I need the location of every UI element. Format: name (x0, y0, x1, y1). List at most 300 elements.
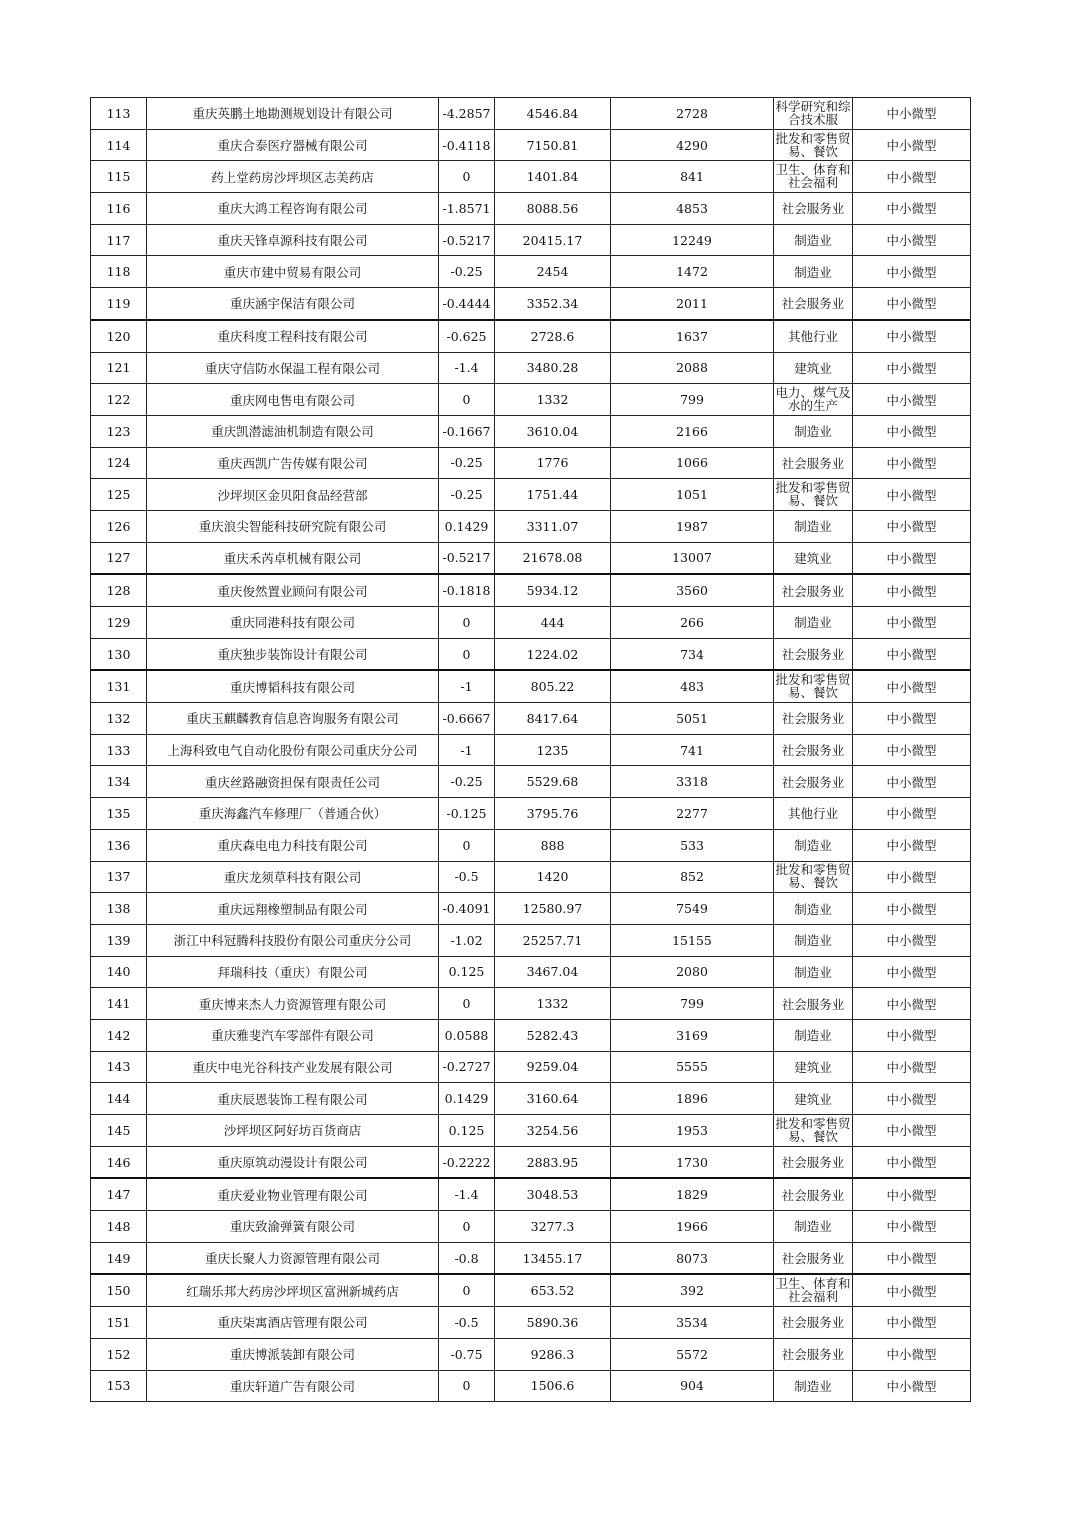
row-number-cell: 134 (91, 766, 147, 798)
amount-cell: 20415.17 (495, 224, 611, 256)
company-name-cell: 重庆大鸿工程咨询有限公司 (147, 193, 439, 225)
ratio-cell: -0.5 (439, 861, 495, 893)
row-number-cell: 141 (91, 988, 147, 1020)
row-number-cell: 124 (91, 447, 147, 479)
size-category-cell: 中小微型 (853, 98, 971, 130)
ratio-cell: 0 (439, 607, 495, 639)
company-name-cell: 重庆丝路融资担保有限责任公司 (147, 766, 439, 798)
count-cell: 734 (611, 638, 774, 670)
count-cell: 483 (611, 670, 774, 702)
size-category-cell: 中小微型 (853, 956, 971, 988)
row-number-cell: 122 (91, 384, 147, 416)
industry-cell: 制造业 (774, 924, 853, 956)
row-number-cell: 140 (91, 956, 147, 988)
table-row (91, 766, 971, 798)
company-name-cell: 重庆英鹏土地勘测规划设计有限公司 (147, 98, 439, 130)
company-name-cell: 重庆中电光谷科技产业发展有限公司 (147, 1051, 439, 1083)
amount-cell: 2883.95 (495, 1146, 611, 1178)
count-cell: 1051 (611, 479, 774, 511)
company-name-cell: 重庆俊然置业顾问有限公司 (147, 574, 439, 606)
row-number-cell: 120 (91, 320, 147, 352)
amount-cell: 1420 (495, 861, 611, 893)
amount-cell: 8417.64 (495, 703, 611, 735)
row-number-cell: 139 (91, 924, 147, 956)
table-row (91, 924, 971, 956)
amount-cell: 12580.97 (495, 893, 611, 925)
table-row (91, 734, 971, 766)
size-category-cell: 中小微型 (853, 193, 971, 225)
size-category-cell: 中小微型 (853, 766, 971, 798)
size-category-cell: 中小微型 (853, 861, 971, 893)
ratio-cell: 0 (439, 988, 495, 1020)
industry-text: 科学研究和综合技术服 (775, 99, 851, 127)
company-name-cell: 重庆博来杰人力资源管理有限公司 (147, 988, 439, 1020)
amount-cell: 1401.84 (495, 161, 611, 193)
industry-cell: 社会服务业 (774, 288, 853, 320)
company-name-cell: 沙坪坝区金贝阳食品经营部 (147, 479, 439, 511)
industry-text: 批发和零售贸易、餐饮 (775, 863, 851, 891)
table-row (91, 798, 971, 830)
amount-cell: 3048.53 (495, 1178, 611, 1210)
count-cell: 1730 (611, 1146, 774, 1178)
amount-cell: 1751.44 (495, 479, 611, 511)
row-number-cell: 125 (91, 479, 147, 511)
amount-cell: 8088.56 (495, 193, 611, 225)
ratio-cell: -4.2857 (439, 98, 495, 130)
industry-cell: 制造业 (774, 510, 853, 542)
table-row (91, 1115, 971, 1147)
count-cell: 2277 (611, 798, 774, 830)
size-category-cell: 中小微型 (853, 670, 971, 702)
company-name-cell: 浙江中科冠腾科技股份有限公司重庆分公司 (147, 924, 439, 956)
table-row (91, 193, 971, 225)
row-number-cell: 143 (91, 1051, 147, 1083)
industry-cell: 社会服务业 (774, 1178, 853, 1210)
row-number-cell: 132 (91, 703, 147, 735)
ratio-cell: -0.1818 (439, 574, 495, 606)
size-category-cell: 中小微型 (853, 924, 971, 956)
ratio-cell: -0.4091 (439, 893, 495, 925)
ratio-cell: 0 (439, 1211, 495, 1243)
row-number-cell: 137 (91, 861, 147, 893)
table-row (91, 1083, 971, 1115)
count-cell: 852 (611, 861, 774, 893)
ratio-cell: 0.125 (439, 1115, 495, 1147)
row-number-cell: 117 (91, 224, 147, 256)
table-row (91, 479, 971, 511)
count-cell: 15155 (611, 924, 774, 956)
industry-text: 卫生、体育和社会福利 (775, 163, 851, 191)
table-row (91, 703, 971, 735)
table-row (91, 861, 971, 893)
industry-text: 批发和零售贸易、餐饮 (775, 673, 851, 701)
ratio-cell: -0.75 (439, 1338, 495, 1370)
company-name-cell: 红瑞乐邦大药房沙坪坝区富洲新城药店 (147, 1274, 439, 1306)
company-name-cell: 重庆合泰医疗器械有限公司 (147, 129, 439, 161)
ratio-cell: -0.5217 (439, 542, 495, 574)
size-category-cell: 中小微型 (853, 129, 971, 161)
company-name-cell: 重庆网电售电有限公司 (147, 384, 439, 416)
row-number-cell: 146 (91, 1146, 147, 1178)
table-row (91, 893, 971, 925)
amount-cell: 1776 (495, 447, 611, 479)
count-cell: 741 (611, 734, 774, 766)
table-row (91, 1178, 971, 1210)
industry-cell (774, 479, 853, 511)
size-category-cell: 中小微型 (853, 288, 971, 320)
amount-cell: 888 (495, 829, 611, 861)
count-cell: 2728 (611, 98, 774, 130)
count-cell: 1953 (611, 1115, 774, 1147)
count-cell: 1987 (611, 510, 774, 542)
count-cell: 2011 (611, 288, 774, 320)
company-name-cell: 上海科致电气自动化股份有限公司重庆分公司 (147, 734, 439, 766)
count-cell: 904 (611, 1370, 774, 1402)
data-table (90, 97, 971, 1402)
ratio-cell: 0 (439, 161, 495, 193)
company-name-cell: 重庆森电电力科技有限公司 (147, 829, 439, 861)
row-number-cell: 128 (91, 574, 147, 606)
company-name-cell: 重庆致渝弹簧有限公司 (147, 1211, 439, 1243)
ratio-cell: -0.4118 (439, 129, 495, 161)
ratio-cell: -0.25 (439, 447, 495, 479)
row-number-cell: 144 (91, 1083, 147, 1115)
industry-cell: 社会服务业 (774, 638, 853, 670)
table-row (91, 447, 971, 479)
table-row (91, 670, 971, 702)
row-number-cell: 152 (91, 1338, 147, 1370)
ratio-cell: -0.2727 (439, 1051, 495, 1083)
industry-cell: 制造业 (774, 415, 853, 447)
company-name-cell: 重庆浪尖智能科技研究院有限公司 (147, 510, 439, 542)
table-row (91, 988, 971, 1020)
count-cell: 3318 (611, 766, 774, 798)
industry-cell (774, 384, 853, 416)
amount-cell: 444 (495, 607, 611, 639)
row-number-cell: 148 (91, 1211, 147, 1243)
ratio-cell: -0.25 (439, 256, 495, 288)
table-row (91, 288, 971, 320)
industry-cell (774, 1115, 853, 1147)
amount-cell: 3467.04 (495, 956, 611, 988)
company-name-cell: 重庆远翔橡塑制品有限公司 (147, 893, 439, 925)
industry-cell (774, 670, 853, 702)
count-cell: 1896 (611, 1083, 774, 1115)
table-row (91, 1211, 971, 1243)
count-cell: 841 (611, 161, 774, 193)
count-cell: 8073 (611, 1242, 774, 1274)
industry-cell: 社会服务业 (774, 766, 853, 798)
size-category-cell: 中小微型 (853, 1211, 971, 1243)
row-number-cell: 126 (91, 510, 147, 542)
amount-cell: 5890.36 (495, 1307, 611, 1339)
size-category-cell: 中小微型 (853, 320, 971, 352)
size-category-cell: 中小微型 (853, 734, 971, 766)
table-row (91, 161, 971, 193)
company-name-cell: 重庆市建中贸易有限公司 (147, 256, 439, 288)
amount-cell: 13455.17 (495, 1242, 611, 1274)
company-name-cell: 重庆海鑫汽车修理厂（普通合伙） (147, 798, 439, 830)
amount-cell: 1235 (495, 734, 611, 766)
industry-text: 电力、煤气及水的生产 (775, 386, 851, 414)
ratio-cell: -1 (439, 734, 495, 766)
table-row (91, 956, 971, 988)
amount-cell: 4546.84 (495, 98, 611, 130)
industry-cell: 制造业 (774, 893, 853, 925)
ratio-cell: 0 (439, 384, 495, 416)
industry-cell: 其他行业 (774, 320, 853, 352)
industry-cell: 社会服务业 (774, 193, 853, 225)
ratio-cell: -0.25 (439, 766, 495, 798)
count-cell: 4853 (611, 193, 774, 225)
row-number-cell: 151 (91, 1307, 147, 1339)
industry-cell: 制造业 (774, 829, 853, 861)
row-number-cell: 113 (91, 98, 147, 130)
company-name-cell: 重庆西凯广告传媒有限公司 (147, 447, 439, 479)
industry-cell: 社会服务业 (774, 1338, 853, 1370)
count-cell: 1637 (611, 320, 774, 352)
table-body (91, 98, 971, 1402)
industry-cell (774, 129, 853, 161)
amount-cell: 3610.04 (495, 415, 611, 447)
count-cell: 799 (611, 988, 774, 1020)
size-category-cell: 中小微型 (853, 1274, 971, 1306)
size-category-cell: 中小微型 (853, 988, 971, 1020)
size-category-cell: 中小微型 (853, 607, 971, 639)
industry-cell (774, 98, 853, 130)
count-cell: 2080 (611, 956, 774, 988)
company-name-cell: 重庆雅斐汽车零部件有限公司 (147, 1019, 439, 1051)
industry-cell: 制造业 (774, 224, 853, 256)
amount-cell: 9259.04 (495, 1051, 611, 1083)
industry-cell (774, 1274, 853, 1306)
row-number-cell: 131 (91, 670, 147, 702)
row-number-cell: 129 (91, 607, 147, 639)
size-category-cell: 中小微型 (853, 161, 971, 193)
company-name-cell: 药上堂药房沙坪坝区志美药店 (147, 161, 439, 193)
count-cell: 799 (611, 384, 774, 416)
company-name-cell: 重庆独步装饰设计有限公司 (147, 638, 439, 670)
row-number-cell: 123 (91, 415, 147, 447)
amount-cell: 25257.71 (495, 924, 611, 956)
ratio-cell: -0.25 (439, 479, 495, 511)
industry-text: 卫生、体育和社会福利 (775, 1277, 851, 1305)
table-row (91, 320, 971, 352)
size-category-cell: 中小微型 (853, 1083, 971, 1115)
industry-text: 批发和零售贸易、餐饮 (775, 481, 851, 509)
count-cell: 392 (611, 1274, 774, 1306)
table-row (91, 98, 971, 130)
company-name-cell: 重庆禾芮卓机械有限公司 (147, 542, 439, 574)
size-category-cell: 中小微型 (853, 1242, 971, 1274)
size-category-cell: 中小微型 (853, 1307, 971, 1339)
company-name-cell: 重庆轩道广告有限公司 (147, 1370, 439, 1402)
count-cell: 13007 (611, 542, 774, 574)
size-category-cell: 中小微型 (853, 1115, 971, 1147)
row-number-cell: 153 (91, 1370, 147, 1402)
count-cell: 5555 (611, 1051, 774, 1083)
row-number-cell: 127 (91, 542, 147, 574)
industry-cell: 建筑业 (774, 542, 853, 574)
row-number-cell: 147 (91, 1178, 147, 1210)
ratio-cell: 0.1429 (439, 510, 495, 542)
count-cell: 1829 (611, 1178, 774, 1210)
industry-cell: 制造业 (774, 256, 853, 288)
ratio-cell: 0 (439, 1370, 495, 1402)
industry-cell: 社会服务业 (774, 1307, 853, 1339)
industry-cell: 社会服务业 (774, 1146, 853, 1178)
table-row (91, 638, 971, 670)
count-cell: 2166 (611, 415, 774, 447)
table-row (91, 224, 971, 256)
size-category-cell: 中小微型 (853, 256, 971, 288)
row-number-cell: 136 (91, 829, 147, 861)
amount-cell: 3352.34 (495, 288, 611, 320)
count-cell: 5051 (611, 703, 774, 735)
table-row (91, 1051, 971, 1083)
ratio-cell: -1.8571 (439, 193, 495, 225)
table-row (91, 510, 971, 542)
company-name-cell: 重庆爱业物业管理有限公司 (147, 1178, 439, 1210)
count-cell: 533 (611, 829, 774, 861)
amount-cell: 3160.64 (495, 1083, 611, 1115)
industry-cell: 制造业 (774, 1211, 853, 1243)
ratio-cell: -1.02 (439, 924, 495, 956)
company-name-cell: 重庆凯潜滤油机制造有限公司 (147, 415, 439, 447)
row-number-cell: 114 (91, 129, 147, 161)
ratio-cell: 0 (439, 829, 495, 861)
table-row (91, 1242, 971, 1274)
table-row (91, 607, 971, 639)
amount-cell: 21678.08 (495, 542, 611, 574)
size-category-cell: 中小微型 (853, 447, 971, 479)
count-cell: 1472 (611, 256, 774, 288)
amount-cell: 1332 (495, 988, 611, 1020)
industry-cell: 制造业 (774, 1370, 853, 1402)
count-cell: 5572 (611, 1338, 774, 1370)
amount-cell: 5934.12 (495, 574, 611, 606)
size-category-cell: 中小微型 (853, 574, 971, 606)
ratio-cell: 0 (439, 638, 495, 670)
count-cell: 4290 (611, 129, 774, 161)
size-category-cell: 中小微型 (853, 638, 971, 670)
industry-cell: 社会服务业 (774, 988, 853, 1020)
size-category-cell: 中小微型 (853, 542, 971, 574)
amount-cell: 2728.6 (495, 320, 611, 352)
row-number-cell: 121 (91, 352, 147, 384)
ratio-cell: -0.5 (439, 1307, 495, 1339)
row-number-cell: 130 (91, 638, 147, 670)
size-category-cell: 中小微型 (853, 703, 971, 735)
company-name-cell: 重庆龙须草科技有限公司 (147, 861, 439, 893)
industry-text: 批发和零售贸易、餐饮 (775, 1116, 851, 1144)
row-number-cell: 115 (91, 161, 147, 193)
table-row (91, 829, 971, 861)
company-name-cell: 重庆守信防水保温工程有限公司 (147, 352, 439, 384)
count-cell: 1966 (611, 1211, 774, 1243)
company-name-cell: 重庆博派装卸有限公司 (147, 1338, 439, 1370)
table-row (91, 415, 971, 447)
row-number-cell: 116 (91, 193, 147, 225)
count-cell: 3560 (611, 574, 774, 606)
industry-cell: 制造业 (774, 1019, 853, 1051)
industry-text: 批发和零售贸易、餐饮 (775, 131, 851, 159)
ratio-cell: 0.125 (439, 956, 495, 988)
industry-cell (774, 161, 853, 193)
industry-cell: 建筑业 (774, 352, 853, 384)
industry-cell: 社会服务业 (774, 703, 853, 735)
company-name-cell: 重庆博韬科技有限公司 (147, 670, 439, 702)
size-category-cell: 中小微型 (853, 510, 971, 542)
industry-cell (774, 861, 853, 893)
size-category-cell: 中小微型 (853, 384, 971, 416)
row-number-cell: 150 (91, 1274, 147, 1306)
amount-cell: 1224.02 (495, 638, 611, 670)
industry-cell: 社会服务业 (774, 574, 853, 606)
count-cell: 3534 (611, 1307, 774, 1339)
industry-cell: 社会服务业 (774, 447, 853, 479)
company-name-cell: 重庆辰恩装饰工程有限公司 (147, 1083, 439, 1115)
industry-cell: 社会服务业 (774, 1242, 853, 1274)
company-name-cell: 重庆原筑动漫设计有限公司 (147, 1146, 439, 1178)
amount-cell: 3795.76 (495, 798, 611, 830)
row-number-cell: 119 (91, 288, 147, 320)
size-category-cell: 中小微型 (853, 893, 971, 925)
ratio-cell: 0.0588 (439, 1019, 495, 1051)
company-name-cell: 重庆科度工程科技有限公司 (147, 320, 439, 352)
ratio-cell: -0.1667 (439, 415, 495, 447)
ratio-cell: -0.8 (439, 1242, 495, 1274)
industry-cell: 社会服务业 (774, 734, 853, 766)
ratio-cell: -0.625 (439, 320, 495, 352)
ratio-cell: 0 (439, 1274, 495, 1306)
count-cell: 266 (611, 607, 774, 639)
ratio-cell: -0.2222 (439, 1146, 495, 1178)
amount-cell: 3311.07 (495, 510, 611, 542)
ratio-cell: -1.4 (439, 352, 495, 384)
size-category-cell: 中小微型 (853, 415, 971, 447)
company-name-cell: 重庆涵宇保洁有限公司 (147, 288, 439, 320)
size-category-cell: 中小微型 (853, 1146, 971, 1178)
size-category-cell: 中小微型 (853, 1370, 971, 1402)
size-category-cell: 中小微型 (853, 352, 971, 384)
company-name-cell: 重庆柒寓酒店管理有限公司 (147, 1307, 439, 1339)
row-number-cell: 138 (91, 893, 147, 925)
industry-cell: 建筑业 (774, 1051, 853, 1083)
amount-cell: 2454 (495, 256, 611, 288)
industry-cell: 制造业 (774, 956, 853, 988)
ratio-cell: -0.5217 (439, 224, 495, 256)
amount-cell: 805.22 (495, 670, 611, 702)
ratio-cell: -1 (439, 670, 495, 702)
table-row (91, 1370, 971, 1402)
amount-cell: 653.52 (495, 1274, 611, 1306)
ratio-cell: -1.4 (439, 1178, 495, 1210)
table-row (91, 129, 971, 161)
ratio-cell: 0.1429 (439, 1083, 495, 1115)
amount-cell: 9286.3 (495, 1338, 611, 1370)
row-number-cell: 149 (91, 1242, 147, 1274)
amount-cell: 1332 (495, 384, 611, 416)
industry-cell: 其他行业 (774, 798, 853, 830)
amount-cell: 3254.56 (495, 1115, 611, 1147)
size-category-cell: 中小微型 (853, 479, 971, 511)
company-name-cell: 重庆长聚人力资源管理有限公司 (147, 1242, 439, 1274)
size-category-cell: 中小微型 (853, 1338, 971, 1370)
amount-cell: 1506.6 (495, 1370, 611, 1402)
table-row (91, 384, 971, 416)
table-row (91, 352, 971, 384)
